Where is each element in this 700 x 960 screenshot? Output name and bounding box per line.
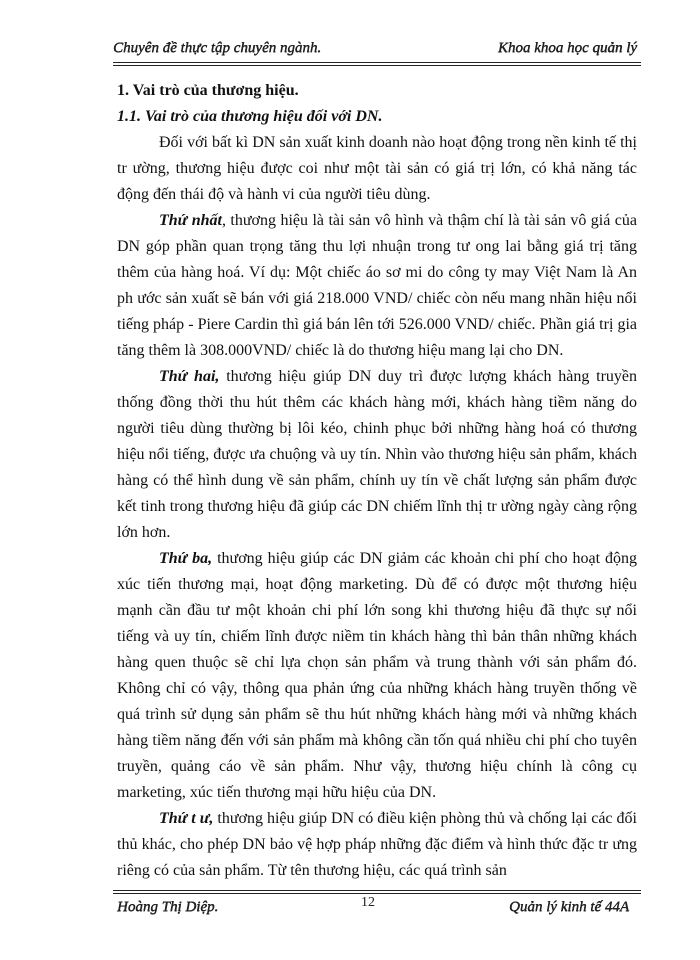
footer-rule [113,893,641,894]
section-heading: 1. Vai trò của thương hiệu. [117,82,299,99]
paragraph-text: thương hiệu giúp DN duy trì được lượng khách hàng truyền thống đồng thời thu hút thêm các khách hàng mới, khách hàng tiềm năng do người tiêu dùng thường bị lôi kéo, chinh phục bởi những hàng hoá có thương hiệu nổi tiếng, được ưa chuộng và uy tín. Nhìn vào thương hiệu sản phẩm, khách hàng có thể hình dung về sản phẩm, chính uy tín về chất lượng sản phẩm được kết tinh trong thương hiệu đã giúp các DN chiếm lĩnh thị tr ường ngày càng rộng lớn hơn. [117,368,638,541]
paragraph-lead: Thứ ba, [159,550,213,567]
paragraph-fourth [117,806,637,884]
paragraph-lead: Thứ nhất [159,212,222,229]
page-header [113,38,641,63]
footer-author: Hoàng Thị Diệp. [117,899,219,915]
paragraph-text: thương hiệu giúp các DN giảm các khoản chi phí cho hoạt động xúc tiến thương mại, hoạt động marketing. Dù để có được một thương hiệu mạnh cần đầu tư một khoản chi phí lớn song khi thương hiệu đã thực sự nổi tiếng và uy tín, chiếm lĩnh được niềm tin khách hàng thì bản thân những khách hàng quen thuộc sẽ chỉ lựa chọn sản phẩm và trung thành với sản phẩm đó. Không chỉ có vậy, thông qua phản ứng của những khách hàng truyền thống về quá trình sử dụng sản phẩm sẽ thu hút những khách hàng mới và những khách hàng tiềm năng đến với sản phẩm mà không cần tốn quá nhiều chi phí cho tuyên truyền, quảng cáo về sản phẩm. Như vậy, thương hiệu chính là công cụ marketing, xúc tiến thương mại hữu hiệu của DN. [117,550,637,801]
paragraph-first [117,208,637,364]
header-right-text: Khoa khoa học quản lý [497,40,637,56]
paragraph-lead: Thứ t ư, [159,810,214,827]
paragraph-second [117,364,637,546]
section-subheading: 1.1. Vai trò của thương hiệu đối với DN. [117,108,383,125]
footer-class: Quản lý kinh tế 44A [509,899,629,915]
paragraph-text: , thương hiệu là tài sản vô hình và thậm chí là tài sản vô giá của DN góp phần quan trọng tăng thu lợi nhuận trong tư ong lai bằng giá trị tăng thêm của hàng hoá. Ví dụ: Một chiếc áo sơ mi do công ty may Việt Nam là An ph ước sản xuất sẽ bán với giá 218.000 VND/ chiếc còn nếu mang nhãn hiệu nổi tiếng pháp - Piere Cardin thì giá bán lên tới 526.000 VND/ chiếc. Phần giá trị gia tăng thêm là 308.000VND/ chiếc là do thương hiệu mang lại cho DN. [117,212,638,359]
header-rule [113,65,641,66]
paragraph-lead: Thứ hai, [159,368,220,385]
page-number: 12 [361,895,375,910]
header-left-text: Chuyên đề thực tập chuyên ngành. [113,40,322,56]
paragraph-intro [117,130,637,208]
paragraph-text: thương hiệu giúp DN có điều kiện phòng thủ và chống lại các đối thủ khác, cho phép DN bảo vệ hợp pháp những đặc điểm và hình thức đặc tr ưng riêng có của sản phẩm. Từ tên thương hiệu, các quá trình sản [117,810,637,879]
paragraph-third [117,546,637,806]
page-body [117,78,637,884]
paragraph-text: Đối với bất kì DN sản xuất kinh doanh nào hoạt động trong nền kinh tế thị tr ường, thương hiệu được coi như một tài sản có giá trị lớn, có khả năng tác động đến thái độ và hành vi của người tiêu dùng. [117,134,637,203]
page-footer [113,890,641,921]
